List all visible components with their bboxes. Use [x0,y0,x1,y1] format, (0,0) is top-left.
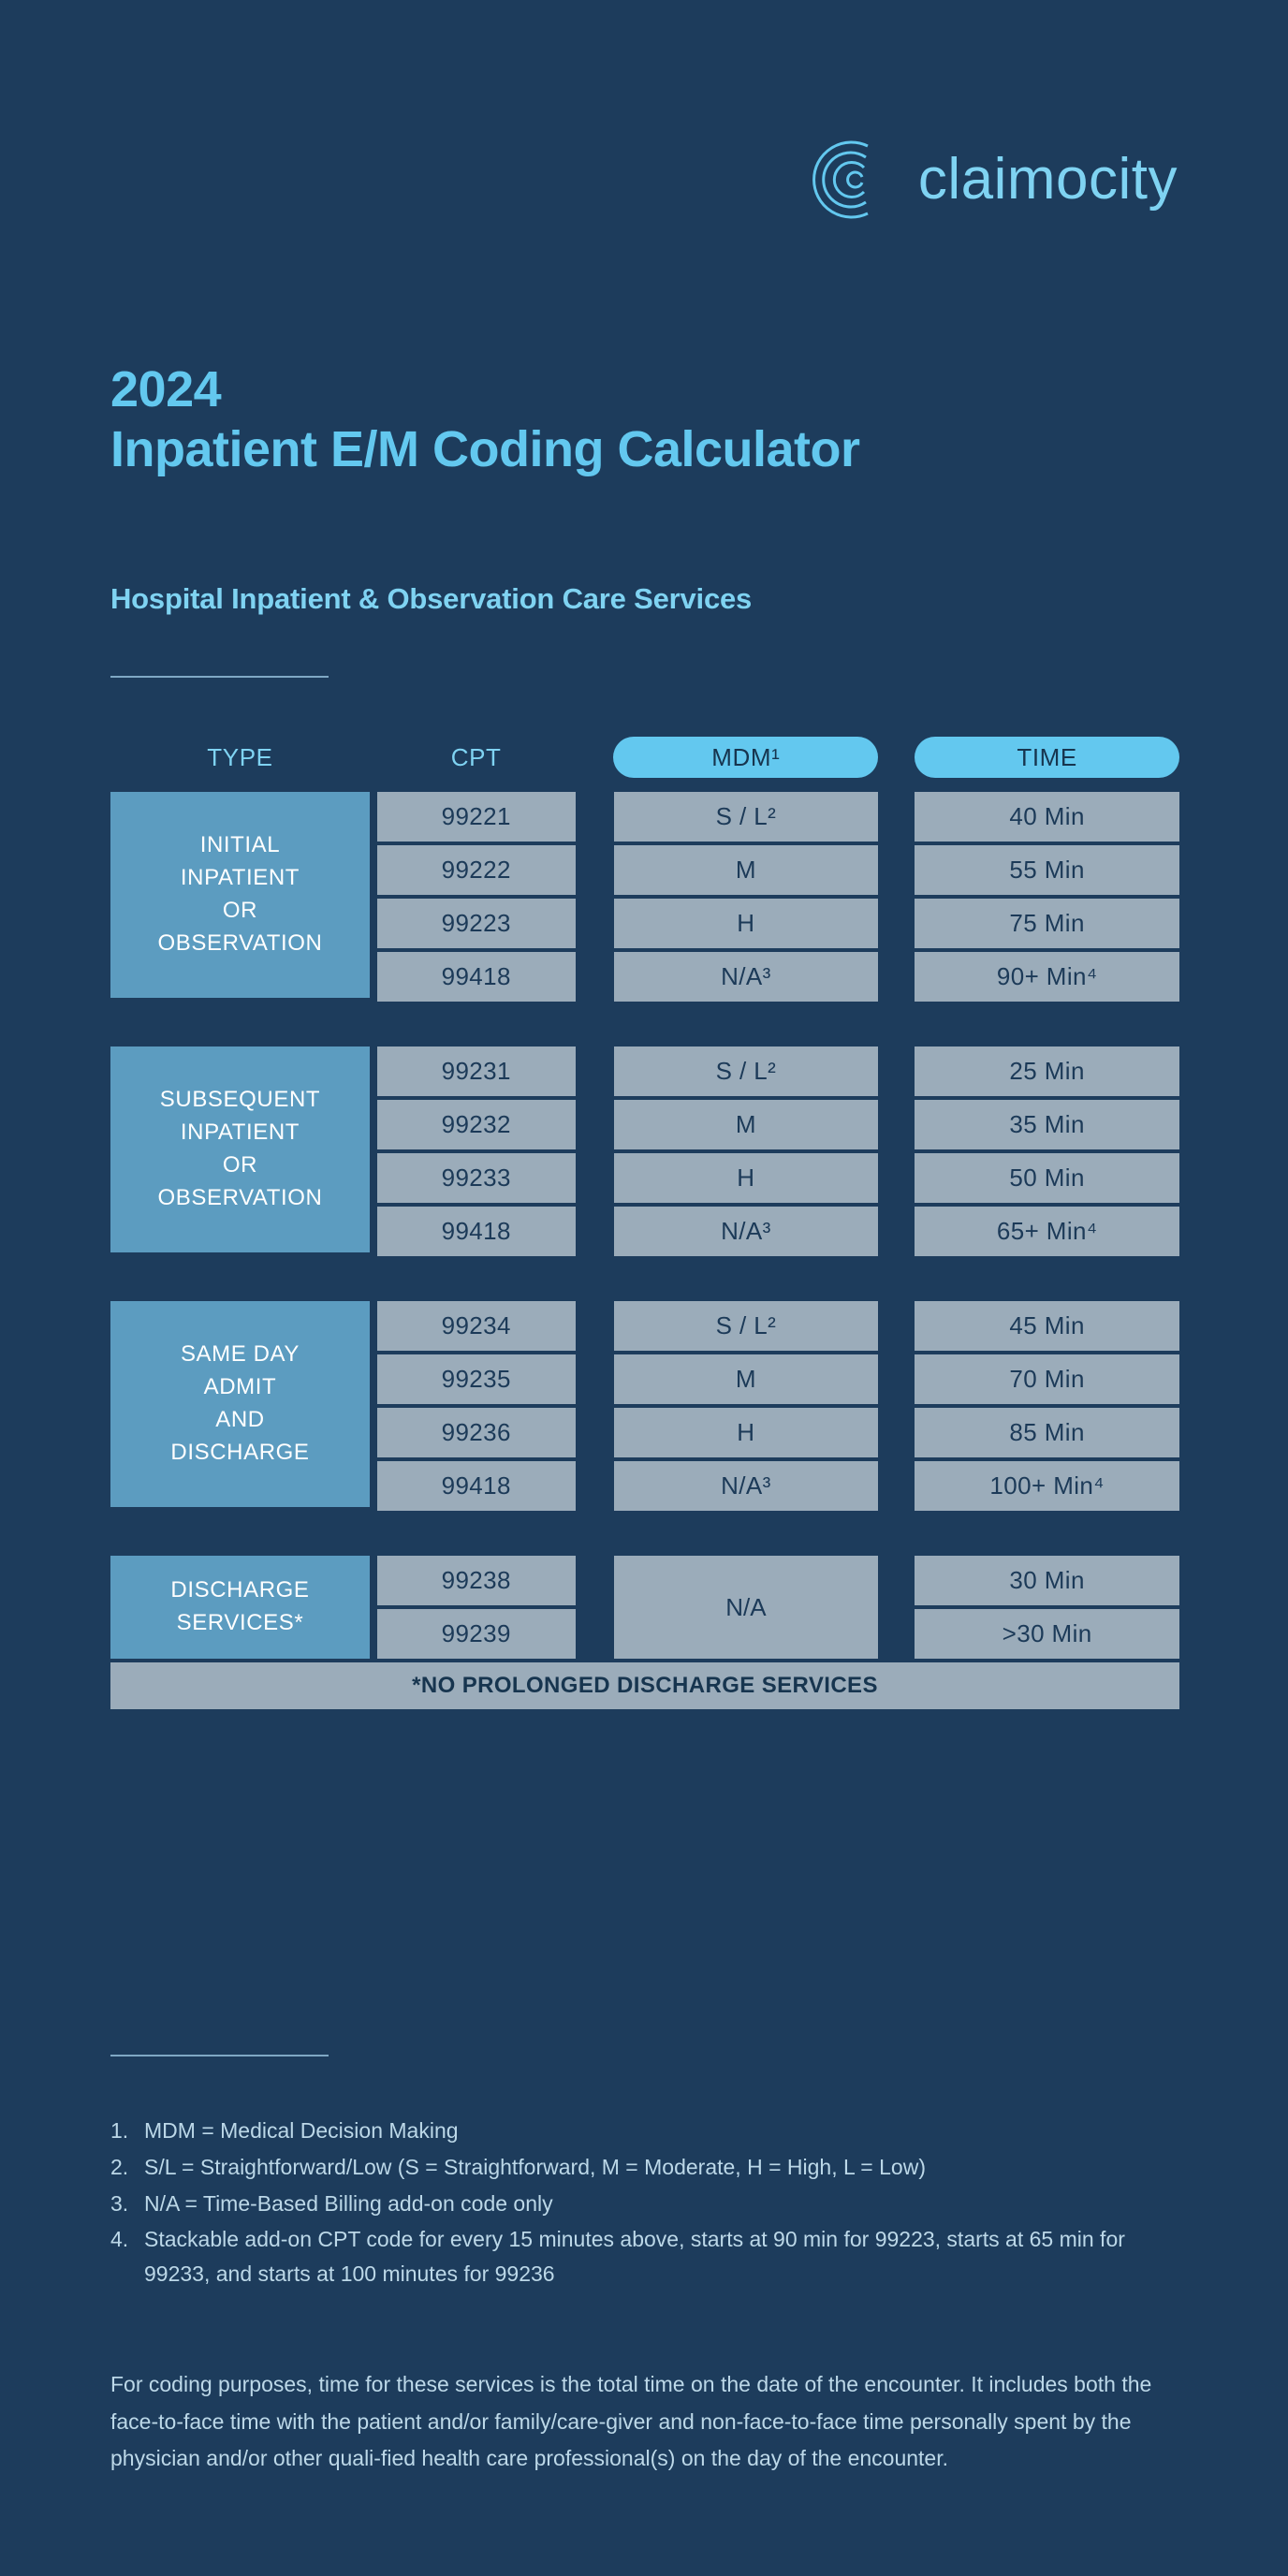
table-cell-time: >30 Min [915,1609,1179,1659]
group-mdm-column [614,1046,879,1256]
title-year: 2024 [110,361,222,417]
footnote-text: S/L = Straightforward/Low (S = Straightforward, M = Moderate, H = High, L = Low) [144,2154,926,2179]
footnote-item [110,2150,1196,2185]
footnote-item [110,2114,1196,2148]
page-title [110,360,860,479]
table-cell-cpt: 99238 [377,1556,576,1605]
table-cell-time: 75 Min [915,899,1179,948]
table-cell-cpt: 99221 [377,792,576,842]
footnote-number: 1. [110,2118,129,2143]
group-type-label: INITIAL INPATIENT OR OBSERVATION [110,792,370,998]
divider-top [110,676,329,678]
table-cell-mdm: N/A³ [614,1207,879,1256]
group-mdm-column [614,792,879,1002]
table-cell-cpt: 99231 [377,1046,576,1096]
footnote-text: N/A = Time-Based Billing add-on code only [144,2190,553,2216]
claimocity-c-icon [798,131,896,228]
table-cell-mdm: N/A³ [614,1461,879,1511]
table-group-discharge [110,1556,1179,1659]
table-cell-mdm: M [614,845,879,895]
footnotes-list [110,2114,1196,2293]
table-cell-cpt: 99223 [377,899,576,948]
group-cpt-column [377,1046,576,1256]
table-cell-cpt: 99239 [377,1609,576,1659]
group-mdm-column [614,1556,879,1659]
coding-table [110,730,1179,1709]
table-cell-cpt: 99418 [377,952,576,1002]
table-cell-cpt: 99235 [377,1354,576,1404]
brand-logo [798,131,1178,228]
group-cpt-column [377,1301,576,1511]
table-cell-time: 40 Min [915,792,1179,842]
divider-bottom [110,2055,329,2056]
table-cell-cpt: 99418 [377,1207,576,1256]
table-cell-time: 50 Min [915,1153,1179,1203]
group-cpt-column [377,1556,576,1659]
table-group-subsequent [110,1046,1179,1256]
table-cell-mdm: S / L² [614,1301,879,1351]
group-type-label: SUBSEQUENT INPATIENT OR OBSERVATION [110,1046,370,1252]
table-cell-mdm: M [614,1100,879,1149]
table-cell-mdm: H [614,1153,879,1203]
table-cell-mdm: S / L² [614,1046,879,1096]
group-time-column [915,792,1179,1002]
table-cell-time: 65+ Min⁴ [915,1207,1179,1256]
footnote-text: MDM = Medical Decision Making [144,2118,459,2143]
table-cell-time: 100+ Min⁴ [915,1461,1179,1511]
table-group-initial [110,792,1179,1002]
column-header-mdm: MDM¹ [613,737,878,778]
table-cell-time: 70 Min [915,1354,1179,1404]
group-time-column [915,1301,1179,1511]
table-cell-cpt: 99236 [377,1408,576,1457]
table-cell-cpt: 99234 [377,1301,576,1351]
table-cell-mdm: H [614,899,879,948]
footnote-number: 3. [110,2190,129,2216]
footnote-number: 4. [110,2227,129,2252]
discharge-note-bar: *NO PROLONGED DISCHARGE SERVICES [110,1662,1179,1709]
title-main: Inpatient E/M Coding Calculator [110,420,860,477]
column-header-cpt: CPT [450,742,502,771]
footnote-item [110,2222,1196,2291]
table-cell-time: 35 Min [915,1100,1179,1149]
table-cell-time: 25 Min [915,1046,1179,1096]
table-group-same-day [110,1301,1179,1511]
table-cell-mdm: H [614,1408,879,1457]
group-type-label: DISCHARGE SERVICES* [110,1556,370,1659]
table-cell-time: 85 Min [915,1408,1179,1457]
column-header-type: TYPE [207,742,273,771]
coding-purposes-paragraph: For coding purposes, time for these services is the total time on the date of the encounter. It includes both the face-to-face time with the patient and/or family/care-giver and non-face-to-face time personally spent by the physician and/or other quali-fied health care professional(s) on the day of the encounter. [110,2372,1152,2471]
brand-name: claimocity [917,147,1178,212]
table-cell-time: 45 Min [915,1301,1179,1351]
page-subtitle: Hospital Inpatient & Observation Care Services [110,582,753,615]
group-cpt-column [377,792,576,1002]
column-header-time: TIME [915,737,1179,778]
footnote-item [110,2187,1196,2221]
footnote-number: 2. [110,2154,129,2179]
table-header-row [110,730,1179,784]
table-cell-cpt: 99222 [377,845,576,895]
group-time-column [915,1556,1179,1659]
group-time-column [915,1046,1179,1256]
table-cell-cpt: 99232 [377,1100,576,1149]
table-cell-mdm: M [614,1354,879,1404]
group-mdm-column [614,1301,879,1511]
table-cell-mdm: N/A³ [614,952,879,1002]
table-cell-cpt: 99233 [377,1153,576,1203]
table-cell-time: 55 Min [915,845,1179,895]
table-cell-cpt: 99418 [377,1461,576,1511]
table-cell-mdm-merged: N/A [614,1556,879,1659]
table-cell-time: 30 Min [915,1556,1179,1605]
footnote-text: Stackable add-on CPT code for every 15 minutes above, starts at 90 min for 99223, starts at 65 min for 99233, and starts at 100 minutes for 99236 [144,2227,1125,2287]
group-type-label: SAME DAY ADMIT AND DISCHARGE [110,1301,370,1507]
table-cell-time: 90+ Min⁴ [915,952,1179,1002]
table-cell-mdm: S / L² [614,792,879,842]
